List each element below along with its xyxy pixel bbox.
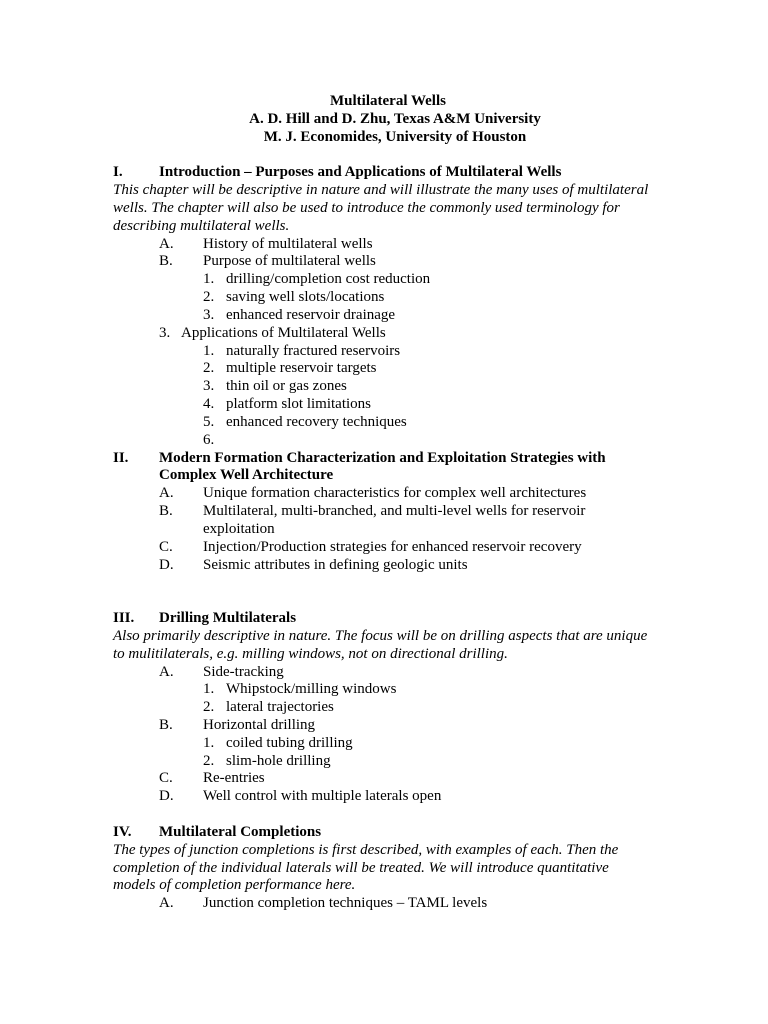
outline-subitem-text: coiled tubing drilling — [226, 734, 353, 751]
summary-line — [0, 877, 768, 895]
summary-line — [0, 646, 768, 664]
section-summary-text: to mulitilaterals, e.g. milling windows, not on directional drilling. — [113, 645, 508, 662]
outline-subitem — [0, 307, 768, 325]
outline-item-continuation — [0, 521, 768, 539]
section-heading: Multilateral Completions — [159, 823, 322, 840]
outline-item-text: Unique formation characteristics for complex well architectures — [203, 485, 587, 502]
outline-item-label: D. — [159, 556, 174, 573]
outline-subitem — [0, 414, 768, 432]
summary-line — [0, 182, 768, 200]
outline-subitem — [0, 271, 768, 289]
outline-subitem — [0, 343, 768, 361]
outline-subitem-text: thin oil or gas zones — [226, 378, 347, 395]
outline-subitem-label: 1. — [203, 271, 215, 288]
outline-item-label: A. — [159, 895, 174, 912]
outline-item-label: D. — [159, 788, 174, 805]
section-summary-text: describing multilateral wells. — [113, 217, 290, 234]
outline-subitem-label: 1. — [203, 681, 215, 698]
title-row — [0, 93, 768, 111]
authors-row-2 — [0, 129, 768, 147]
outline-item-label: C. — [159, 538, 173, 555]
section-heading: Modern Formation Characterization and Exploitation Strategies with — [159, 449, 606, 466]
section-heading-row — [0, 610, 768, 628]
outline-subitem-label: 6. — [203, 431, 215, 448]
authors-row — [0, 111, 768, 129]
outline-subitem-text: enhanced recovery techniques — [226, 413, 407, 430]
outline-subitem-label: 2. — [203, 699, 215, 716]
outline-item — [0, 236, 768, 254]
outline-item — [0, 788, 768, 806]
outline-item — [0, 664, 768, 682]
section-heading-row — [0, 164, 768, 182]
outline-subitem — [0, 735, 768, 753]
outline-subitem-label: 1. — [203, 342, 215, 359]
outline-subitem-text: enhanced reservoir drainage — [226, 306, 396, 323]
section-summary-text: wells. The chapter will also be used to introduce the commonly used terminology for — [113, 199, 620, 216]
outline-item — [0, 253, 768, 271]
outline-subitem — [0, 681, 768, 699]
section-heading-continuation: Complex Well Architecture — [159, 467, 334, 484]
outline-subitem-text: multiple reservoir targets — [226, 360, 377, 377]
outline-subitem-label: 3. — [203, 378, 215, 395]
outline-subitem-text: slim-hole drilling — [226, 752, 331, 769]
summary-line — [0, 628, 768, 646]
blank-line — [0, 574, 768, 592]
outline-item-text: History of multilateral wells — [203, 235, 373, 252]
outline-subitem-label: 2. — [203, 752, 215, 769]
section-heading: Introduction – Purposes and Applications of Multilateral Wells — [159, 164, 562, 181]
outline-item-label: C. — [159, 770, 173, 787]
section-heading-row — [0, 824, 768, 842]
outline-subitem — [0, 378, 768, 396]
outline-item — [0, 503, 768, 521]
outline-item-text: Multilateral, multi-branched, and multi-level wells for reservoir — [203, 503, 586, 520]
outline-item-text: Seismic attributes in defining geologic units — [203, 556, 468, 573]
outline-subitem-label: 4. — [203, 396, 215, 413]
outline-item-text: Side-tracking — [203, 663, 284, 680]
outline-subitem-label: 5. — [203, 413, 215, 430]
section-summary-text: models of completion performance here. — [113, 877, 356, 894]
outline-subitem — [0, 432, 768, 450]
outline-item — [0, 717, 768, 735]
section-numeral: I. — [113, 164, 123, 181]
blank-line — [0, 146, 768, 164]
outline-item — [0, 485, 768, 503]
section-numeral: IV. — [113, 823, 132, 840]
outline-subitem-label: 2. — [203, 289, 215, 306]
outline-item — [0, 770, 768, 788]
summary-line — [0, 218, 768, 236]
outline-item-label: A. — [159, 485, 174, 502]
section-summary-text: completion of the individual laterals will be treated. We will introduce quantitative — [113, 859, 609, 876]
outline-item-label: B. — [159, 716, 173, 733]
summary-line — [0, 842, 768, 860]
section-summary-text: The types of junction completions is first described, with examples of each. Then the — [113, 841, 619, 858]
outline-item-text: Horizontal drilling — [203, 716, 316, 733]
blank-line — [0, 592, 768, 610]
outline-item-text: Well control with multiple laterals open — [203, 788, 442, 805]
outline-item-label: 3. — [159, 324, 171, 341]
outline-subitem — [0, 396, 768, 414]
outline-subitem-text: naturally fractured reservoirs — [226, 342, 401, 359]
document-title: Multilateral Wells — [330, 93, 446, 109]
summary-line — [0, 860, 768, 878]
outline-item-text: Applications of Multilateral Wells — [181, 324, 386, 341]
section-heading: Drilling Multilaterals — [159, 610, 297, 627]
outline-item-text: Injection/Production strategies for enhanced reservoir recovery — [203, 538, 582, 555]
outline-item — [0, 557, 768, 575]
outline-item-text: Junction completion techniques – TAML levels — [203, 895, 488, 912]
authors-line-2: M. J. Economides, University of Houston — [263, 128, 527, 145]
outline-item-text: Re-entries — [203, 770, 265, 787]
outline-item — [0, 895, 768, 913]
section-summary-text: Also primarily descriptive in nature. The focus will be on drilling aspects that are unique — [113, 627, 648, 644]
section-numeral: II. — [113, 449, 129, 466]
outline-subitem-label: 1. — [203, 734, 215, 751]
outline-item-label: A. — [159, 663, 174, 680]
outline-subitem — [0, 753, 768, 771]
outline-subitem-label: 2. — [203, 360, 215, 377]
outline-subitem-text: lateral trajectories — [226, 699, 334, 716]
outline-subitem — [0, 360, 768, 378]
authors-line: A. D. Hill and D. Zhu, Texas A&M University — [249, 110, 541, 127]
section-numeral: III. — [113, 610, 135, 627]
outline-item-text: exploitation — [203, 520, 275, 537]
blank-line — [0, 806, 768, 824]
outline-item-label: B. — [159, 503, 173, 520]
outline-subitem-text: Whipstock/milling windows — [226, 681, 397, 698]
outline-item — [0, 325, 768, 343]
outline-item-label: A. — [159, 235, 174, 252]
section-heading-row — [0, 450, 768, 468]
section-summary-text: This chapter will be descriptive in nature and will illustrate the many uses of multilateral — [113, 182, 649, 199]
section-heading-row — [0, 467, 768, 485]
outline-item-label: B. — [159, 253, 173, 270]
outline-subitem — [0, 699, 768, 717]
outline-subitem-text: platform slot limitations — [226, 396, 371, 413]
outline-subitem-text: saving well slots/locations — [226, 289, 385, 306]
outline-subitem — [0, 289, 768, 307]
outline-item — [0, 539, 768, 557]
outline-subitem-label: 3. — [203, 306, 215, 323]
outline-item-text: Purpose of multilateral wells — [203, 253, 376, 270]
outline-subitem-text: drilling/completion cost reduction — [226, 271, 431, 288]
summary-line — [0, 200, 768, 218]
